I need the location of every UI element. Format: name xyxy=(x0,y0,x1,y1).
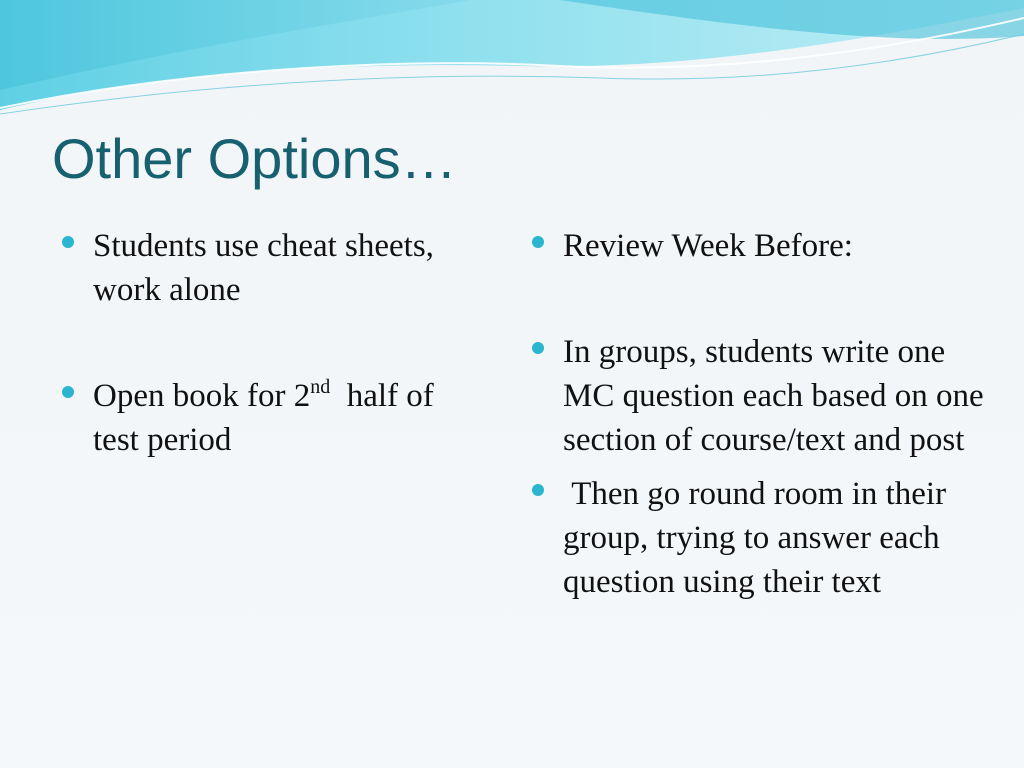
bullet-text: Then go round room in their group, trying to answer each question using their text xyxy=(563,476,955,600)
bullet-dot-icon xyxy=(532,236,544,248)
right-bullet-list xyxy=(532,224,992,604)
ordinal-superscript: nd xyxy=(310,376,331,398)
slide-title: Other Options… xyxy=(52,127,457,190)
list-item xyxy=(532,330,992,462)
list-item xyxy=(532,224,992,268)
list-item xyxy=(532,472,992,604)
list-item xyxy=(62,374,482,462)
bullet-dot-icon xyxy=(532,342,544,354)
bullet-text: In groups, students write one MC question each based on one section of course/text and post xyxy=(563,334,984,458)
left-bullet-list xyxy=(62,224,482,462)
bullet-dot-icon xyxy=(62,236,74,248)
list-item xyxy=(62,224,482,312)
bullet-text-part: Open book for 2 xyxy=(93,378,311,414)
header-wave-decoration xyxy=(0,0,1024,130)
bullet-text: Review Week Before: xyxy=(563,228,853,264)
bullet-text xyxy=(93,378,442,458)
bullet-dot-icon xyxy=(532,484,544,496)
bullet-text-part: half of test period xyxy=(93,378,443,458)
bullet-dot-icon xyxy=(62,386,74,398)
bullet-text: Students use cheat sheets, work alone xyxy=(93,228,434,308)
